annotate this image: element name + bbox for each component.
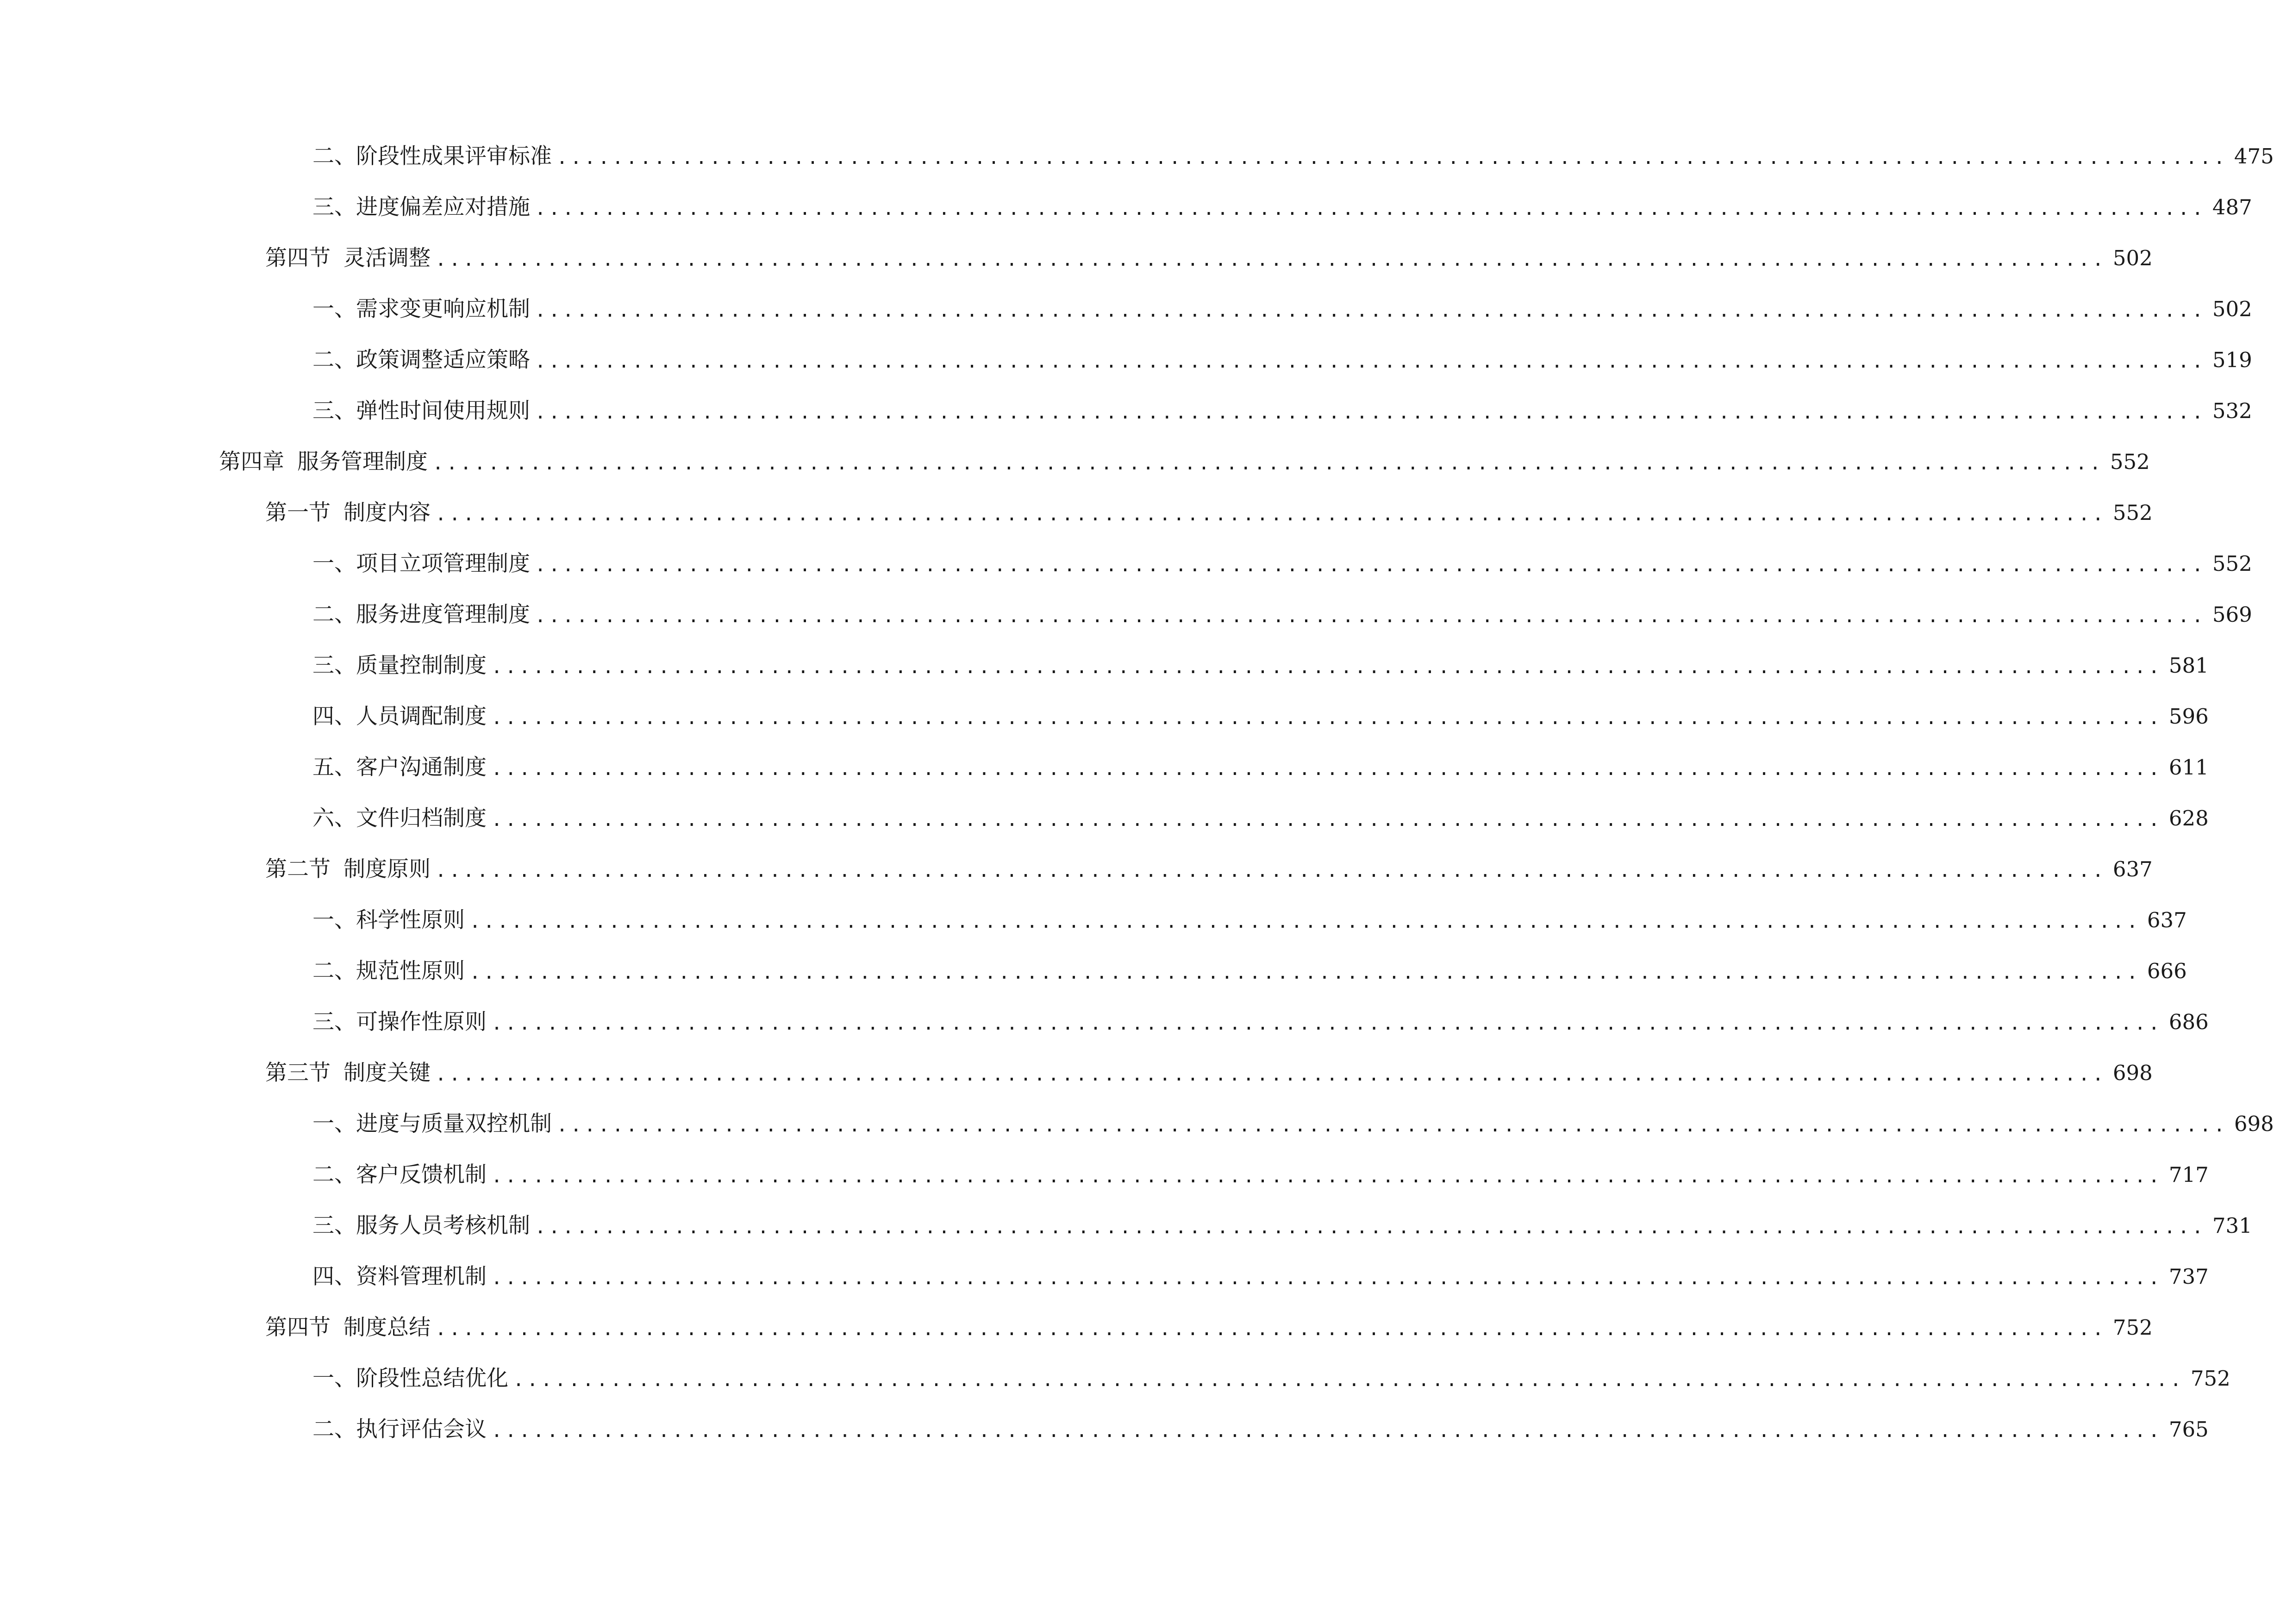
toc-entry-page: 581 — [2168, 653, 2209, 678]
toc-entry[interactable] — [0, 283, 2252, 334]
dot-leader: ........................................................................................................................ — [535, 300, 2206, 321]
toc-entry-page: 717 — [2168, 1162, 2209, 1187]
toc-entry-title: 进度与质量双控机制 — [356, 1111, 552, 1137]
toc-entry-page: 611 — [2168, 755, 2209, 780]
toc-entry-number: 第一节 — [265, 500, 331, 525]
toc-entry-page: 487 — [2212, 194, 2252, 219]
toc-entry-number: 第四章 — [219, 449, 284, 475]
toc-entry-page: 666 — [2147, 958, 2187, 983]
toc-entry-title: 政策调整适应策略 — [356, 347, 530, 373]
toc-entry-title: 项目立项管理制度 — [356, 550, 530, 576]
toc-entry-page: 532 — [2212, 398, 2252, 423]
toc-entry-page: 686 — [2168, 1009, 2209, 1034]
toc-entry-title: 进度偏差应对措施 — [356, 194, 530, 220]
toc-entry-title: 资料管理机制 — [356, 1263, 487, 1289]
toc-entry-page: 502 — [2112, 245, 2153, 270]
toc-entry-page: 698 — [2234, 1111, 2274, 1136]
toc-entry-title: 服务管理制度 — [297, 449, 428, 475]
toc-entry[interactable] — [0, 1404, 2209, 1455]
toc-entry-number: 一、 — [312, 296, 356, 322]
dot-leader: ........................................................................................................................ — [469, 962, 2141, 983]
toc-entry-number: 二、 — [312, 601, 356, 627]
toc-entry[interactable] — [0, 1251, 2209, 1302]
toc-entry[interactable] — [0, 691, 2209, 742]
toc-entry[interactable] — [0, 1047, 2153, 1098]
dot-leader: ........................................................................................................................ — [491, 1420, 2162, 1442]
toc-entry[interactable] — [0, 793, 2209, 843]
toc-entry-number: 四、 — [312, 703, 356, 729]
toc-entry[interactable] — [0, 894, 2187, 945]
dot-leader: ........................................................................................................................ — [432, 453, 2104, 474]
toc-entry-number: 三、 — [312, 1212, 356, 1238]
toc-entry-title: 制度原则 — [344, 856, 431, 882]
dot-leader: ........................................................................................................................ — [535, 606, 2206, 627]
toc-entry-title: 执行评估会议 — [356, 1416, 487, 1442]
toc-entry-number: 四、 — [312, 1263, 356, 1289]
toc-entry-number: 第四节 — [265, 1314, 331, 1340]
toc-entry-title: 阶段性总结优化 — [356, 1365, 508, 1391]
toc-entry-title: 客户沟通制度 — [356, 754, 487, 780]
toc-entry[interactable] — [0, 131, 2274, 181]
toc-entry-number: 二、 — [312, 1416, 356, 1442]
dot-leader: ........................................................................................................................ — [469, 911, 2141, 932]
dot-leader: ........................................................................................................................ — [535, 555, 2206, 576]
toc-entry-title: 制度关键 — [344, 1060, 431, 1086]
toc-entry[interactable] — [0, 181, 2252, 232]
toc-entry-page: 637 — [2147, 907, 2187, 932]
dot-leader: ........................................................................................................................ — [556, 1115, 2228, 1136]
dot-leader: ........................................................................................................................ — [535, 1217, 2206, 1238]
dot-leader: ........................................................................................................................ — [491, 707, 2162, 729]
toc-entry-number: 二、 — [312, 1162, 356, 1187]
toc-entry-number: 二、 — [312, 347, 356, 373]
toc-entry[interactable] — [0, 843, 2153, 894]
toc-entry-number: 一、 — [312, 1111, 356, 1137]
toc-entry-page: 765 — [2168, 1417, 2209, 1442]
dot-leader: ........................................................................................................................ — [435, 860, 2106, 881]
dot-leader: ........................................................................................................................ — [435, 504, 2106, 525]
toc-entry-number: 第四节 — [265, 245, 331, 271]
toc-entry-title: 科学性原则 — [356, 907, 465, 933]
toc-entry-page: 596 — [2168, 704, 2209, 729]
toc-entry-title: 可操作性原则 — [356, 1009, 487, 1035]
toc-entry[interactable] — [0, 640, 2209, 691]
toc-entry-number: 五、 — [312, 754, 356, 780]
toc-entry[interactable] — [0, 742, 2209, 793]
toc-entry[interactable] — [0, 436, 2150, 487]
toc-entry[interactable] — [0, 487, 2153, 538]
toc-entry-page: 552 — [2112, 500, 2153, 525]
toc-entry-number: 一、 — [312, 907, 356, 933]
toc-entry-title: 制度内容 — [344, 500, 431, 525]
toc-entry-number: 三、 — [312, 398, 356, 424]
toc-entry-title: 服务人员考核机制 — [356, 1212, 530, 1238]
dot-leader: ........................................................................................................................ — [491, 656, 2162, 678]
toc-entry-page: 698 — [2112, 1060, 2153, 1085]
toc-entry-page: 502 — [2212, 296, 2252, 321]
dot-leader: ........................................................................................................................ — [535, 402, 2206, 423]
toc-entry-page: 519 — [2212, 347, 2252, 372]
dot-leader: ........................................................................................................................ — [491, 758, 2162, 780]
toc-entry-page: 552 — [2212, 551, 2252, 576]
toc-entry-number: 一、 — [312, 550, 356, 576]
toc-entry-page: 637 — [2112, 856, 2153, 881]
toc-entry-title: 制度总结 — [344, 1314, 431, 1340]
dot-leader: ........................................................................................................................ — [535, 198, 2206, 219]
toc-entry[interactable] — [0, 385, 2252, 436]
toc-entry-number: 二、 — [312, 143, 356, 169]
toc-entry-title: 需求变更响应机制 — [356, 296, 530, 322]
toc-entry[interactable] — [0, 1149, 2209, 1200]
dot-leader: ........................................................................................................................ — [435, 249, 2106, 270]
toc-entry-number: 一、 — [312, 1365, 356, 1391]
toc-entry[interactable] — [0, 232, 2153, 283]
toc-entry-number: 三、 — [312, 1009, 356, 1035]
toc-entry-title: 文件归档制度 — [356, 805, 487, 831]
dot-leader: ........................................................................................................................ — [491, 1268, 2162, 1289]
toc-entry-title: 规范性原则 — [356, 958, 465, 984]
toc-entry-page: 731 — [2212, 1213, 2252, 1238]
dot-leader: ........................................................................................................................ — [435, 1064, 2106, 1085]
dot-leader: ........................................................................................................................ — [491, 1013, 2162, 1034]
dot-leader: ........................................................................................................................ — [535, 351, 2206, 372]
toc-entry[interactable] — [0, 334, 2252, 385]
toc-entry-title: 阶段性成果评审标准 — [356, 143, 552, 169]
dot-leader: ........................................................................................................................ — [435, 1318, 2106, 1340]
toc-entry[interactable] — [0, 589, 2252, 640]
toc-entry-number: 六、 — [312, 805, 356, 831]
toc-entry-number: 二、 — [312, 958, 356, 984]
toc-entry-title: 服务进度管理制度 — [356, 601, 530, 627]
toc-entry[interactable] — [0, 945, 2187, 996]
toc-entry-page: 628 — [2168, 806, 2209, 831]
toc-entry-title: 灵活调整 — [344, 245, 431, 271]
toc-entry-title: 弹性时间使用规则 — [356, 398, 530, 424]
dot-leader: ........................................................................................................................ — [556, 147, 2228, 169]
toc-entry[interactable] — [0, 538, 2252, 589]
toc-entry-page: 569 — [2212, 602, 2252, 627]
toc-entry[interactable] — [0, 1098, 2274, 1149]
toc-entry-page: 737 — [2168, 1264, 2209, 1289]
toc-entry-number: 第三节 — [265, 1060, 331, 1086]
toc-entry-page: 475 — [2234, 144, 2274, 169]
dot-leader: ........................................................................................................................ — [491, 1166, 2162, 1187]
toc-entry-number: 第二节 — [265, 856, 331, 882]
dot-leader: ........................................................................................................................ — [491, 809, 2162, 831]
toc-entry-title: 人员调配制度 — [356, 703, 487, 729]
toc-entry-number: 三、 — [312, 652, 356, 678]
toc-entry-page: 552 — [2110, 449, 2150, 474]
toc-entry-page: 752 — [2112, 1315, 2153, 1340]
toc-entry-title: 质量控制制度 — [356, 652, 487, 678]
toc-entry[interactable] — [0, 1302, 2153, 1353]
toc-entry-page: 752 — [2190, 1366, 2230, 1391]
toc-entry[interactable] — [0, 1353, 2230, 1404]
toc-entry-number: 三、 — [312, 194, 356, 220]
dot-leader: ........................................................................................................................ — [513, 1369, 2184, 1391]
toc-entry-title: 客户反馈机制 — [356, 1162, 487, 1187]
toc-entry[interactable] — [0, 996, 2209, 1047]
toc-entry[interactable] — [0, 1200, 2252, 1251]
